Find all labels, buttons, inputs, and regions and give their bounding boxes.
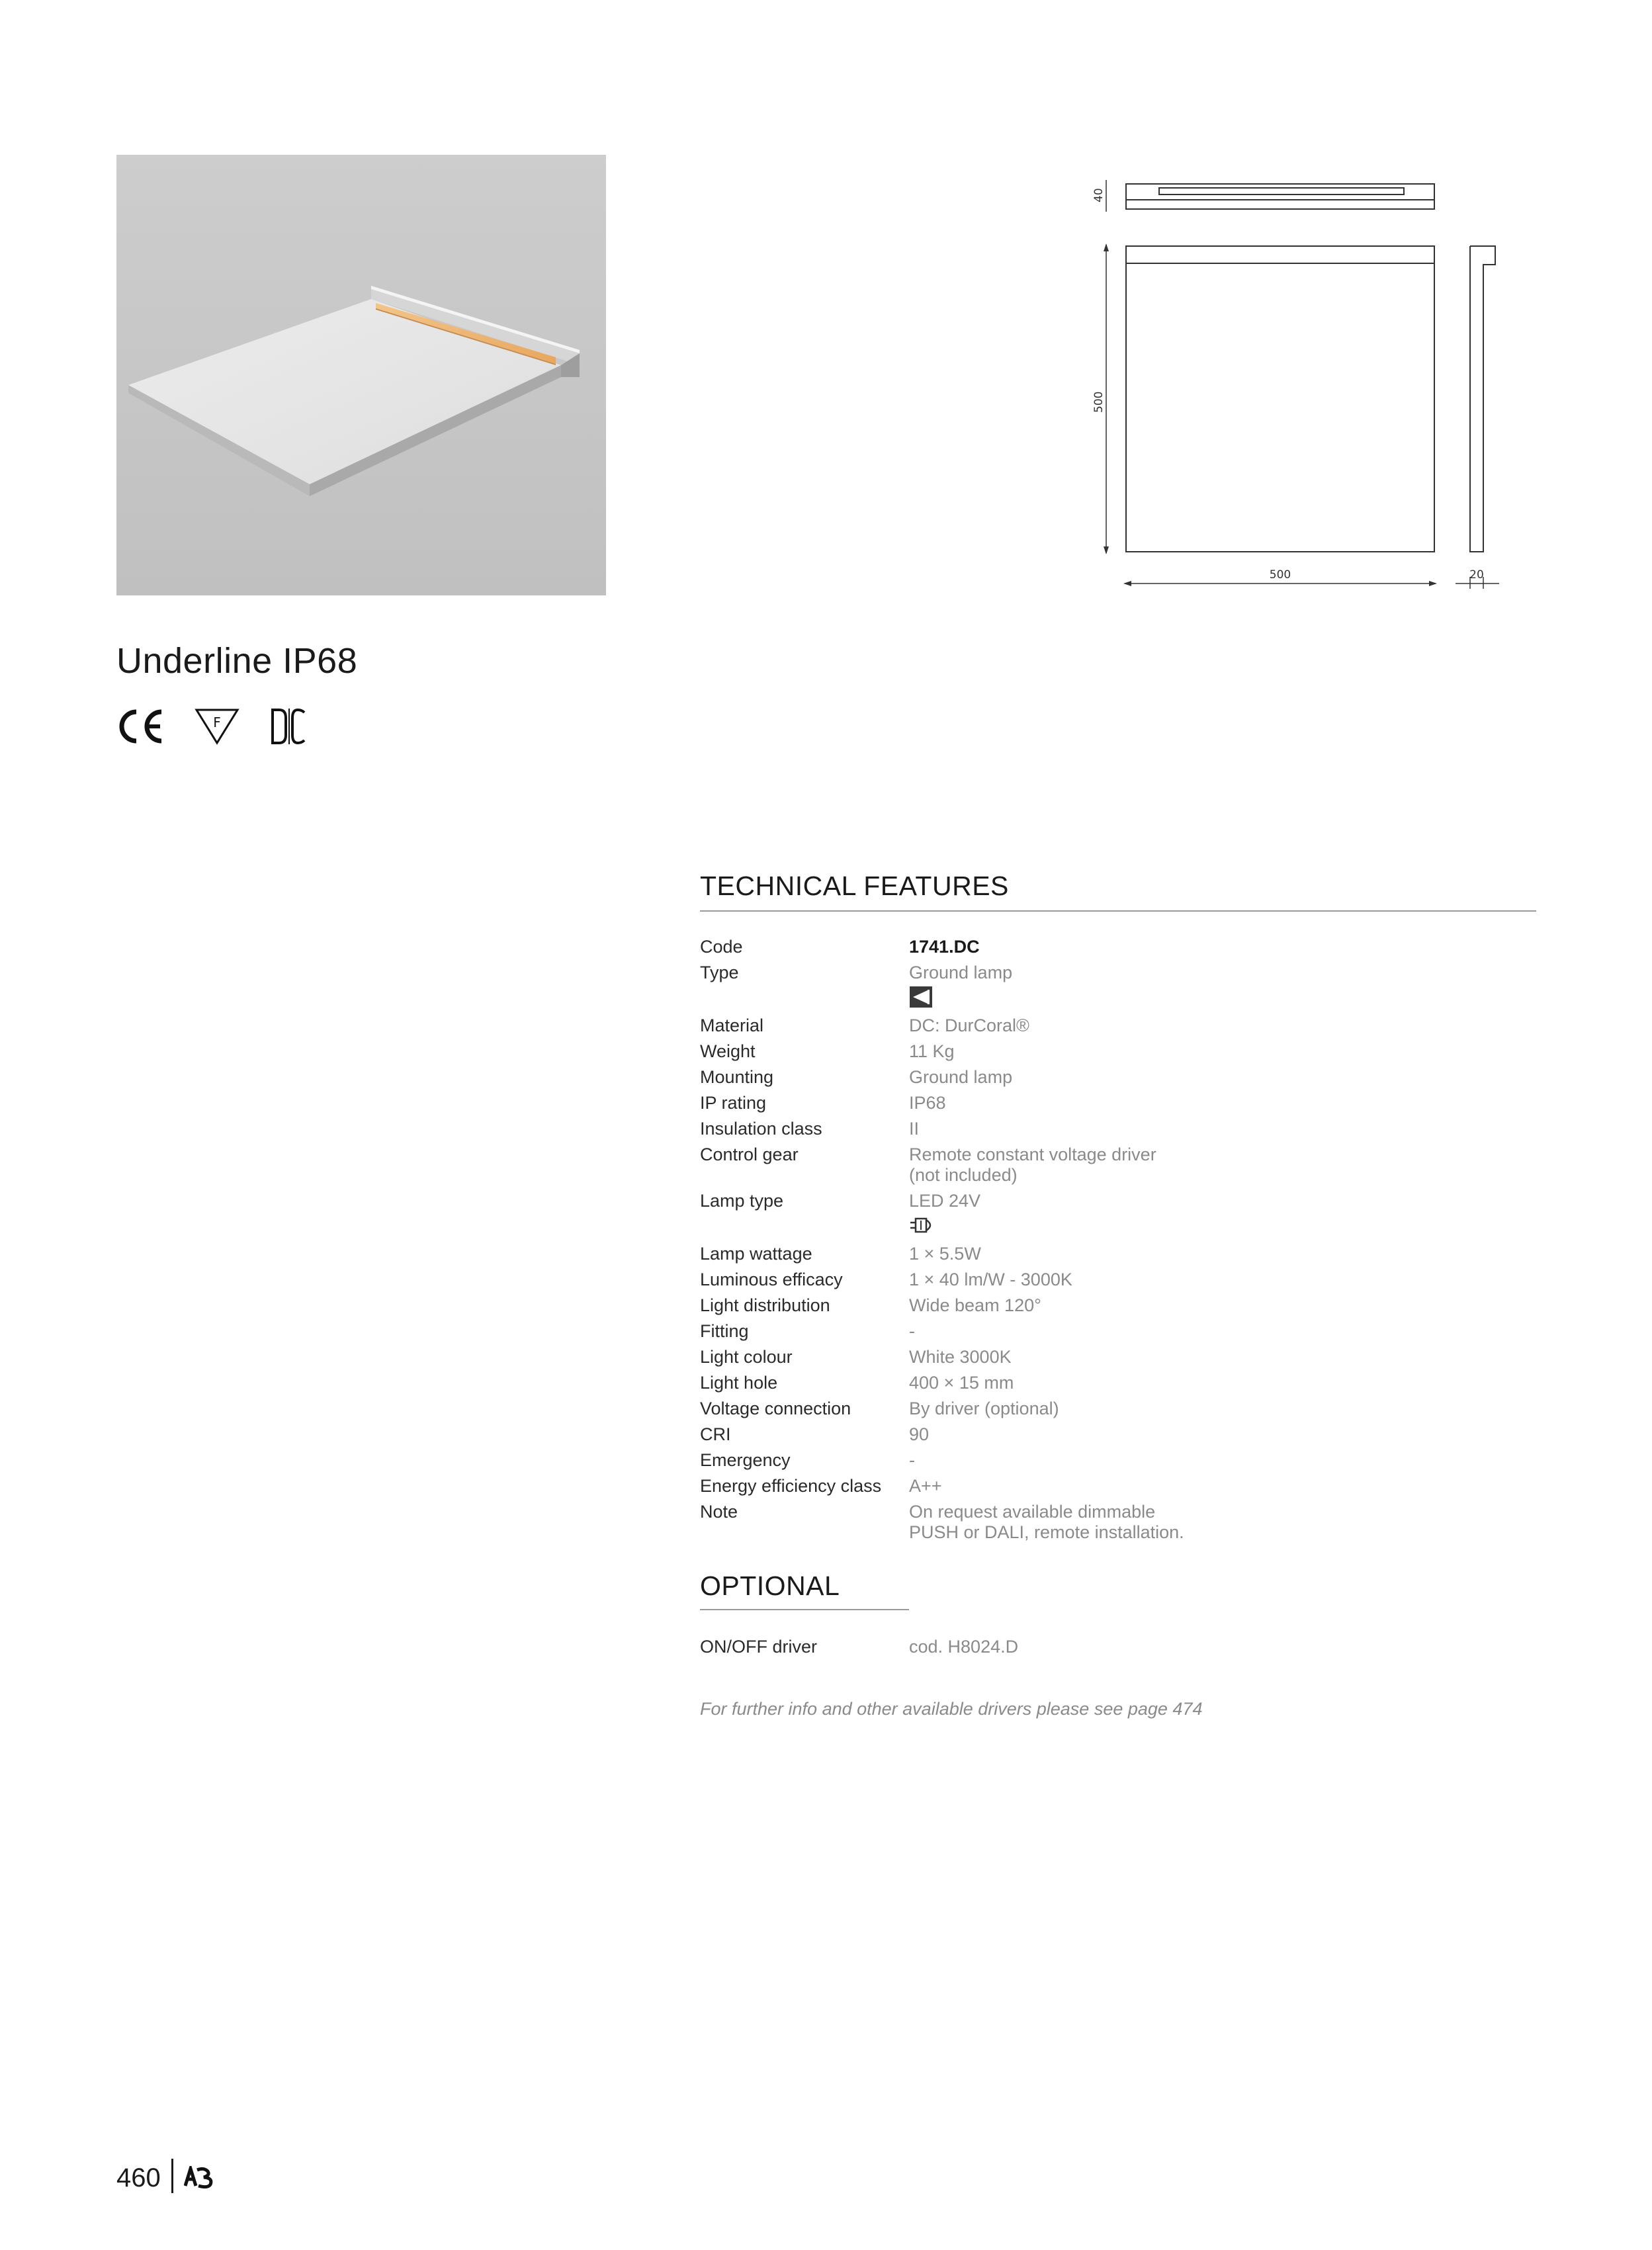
spec-row-weight [700, 1041, 1536, 1062]
spec-label: Type [700, 963, 739, 982]
f-triangle-icon [195, 707, 239, 746]
dim-label-40: 40 [1092, 188, 1106, 202]
spec-row-voltage-connection [700, 1399, 1536, 1419]
spec-label: Insulation class [700, 1119, 822, 1139]
spec-label: Weight [700, 1041, 756, 1061]
spec-value: IP68 [909, 1093, 946, 1113]
spec-value: - [909, 1450, 915, 1470]
spec-value: LED 24V [909, 1191, 981, 1211]
spec-row-insulation-class [700, 1119, 1536, 1139]
spec-label: Emergency [700, 1450, 791, 1470]
dim-label-500-height: 500 [1092, 391, 1106, 413]
spec-label: Light distribution [700, 1295, 830, 1315]
spec-row-cri [700, 1424, 1536, 1445]
spec-label: Energy efficiency class [700, 1476, 882, 1496]
technical-drawing [1052, 172, 1555, 609]
svg-text:F: F [213, 714, 221, 730]
spec-value: Ground lamp [909, 963, 1013, 982]
optional-row-driver [700, 1637, 1229, 1657]
spec-row-code [700, 937, 1536, 957]
dim-label-20: 20 [1469, 568, 1484, 582]
spec-row-material [700, 1016, 1536, 1036]
optional-table [700, 1637, 1229, 1663]
spec-row-lamp-type [700, 1191, 1536, 1211]
ce-mark-icon [116, 708, 164, 745]
spec-row-type [700, 963, 1536, 983]
type-icon-row [700, 986, 1536, 1012]
page-number: 460 [116, 2163, 161, 2192]
spec-label: Lamp type [700, 1191, 784, 1211]
product-title: Underline IP68 [116, 641, 358, 681]
spec-label: Light colour [700, 1347, 793, 1367]
spec-label: Lamp wattage [700, 1244, 812, 1264]
spec-label: ON/OFF driver [700, 1637, 818, 1657]
spec-value: A++ [909, 1476, 942, 1496]
spec-value: 1741.DC [909, 937, 980, 957]
page-divider [171, 2159, 173, 2193]
optional-title: OPTIONAL [700, 1571, 840, 1601]
spec-value: Wide beam 120° [909, 1295, 1041, 1315]
spec-value: 400 × 15 mm [909, 1373, 1014, 1393]
spec-value: II [909, 1119, 920, 1139]
technical-features-table [700, 937, 1536, 1548]
technical-features-title: TECHNICAL FEATURES [700, 871, 1009, 901]
product-photo [116, 155, 606, 595]
technical-features-divider [700, 910, 1536, 912]
led-icon [909, 1215, 938, 1239]
ground-lamp-icon [909, 986, 933, 1012]
spec-row-note [700, 1502, 1536, 1543]
spec-label: IP rating [700, 1093, 767, 1113]
spec-row-light-colour [700, 1347, 1536, 1367]
lamp-type-icon-row [700, 1214, 1536, 1240]
spec-label: Code [700, 937, 743, 957]
spec-label: Light hole [700, 1373, 778, 1393]
optional-divider [700, 1609, 909, 1610]
brand-logo-icon [184, 2166, 214, 2192]
spec-value: 11 Kg [909, 1041, 955, 1061]
spec-row-control-gear [700, 1145, 1536, 1186]
further-info-note: For further info and other available drivers please see page 474 [700, 1699, 1203, 1719]
spec-label: Note [700, 1502, 738, 1522]
spec-label: Luminous efficacy [700, 1270, 843, 1289]
spec-value: 1 × 40 lm/W - 3000K [909, 1270, 1072, 1289]
spec-row-energy-efficiency-class [700, 1476, 1536, 1496]
spec-row-fitting [700, 1321, 1536, 1342]
spec-row-lamp-wattage [700, 1244, 1536, 1264]
spec-value: 1 × 5.5W [909, 1244, 981, 1264]
spec-value: DC: DurCoral® [909, 1016, 1029, 1035]
spec-value: cod. H8024.D [909, 1637, 1019, 1657]
spec-value: By driver (optional) [909, 1399, 1059, 1418]
spec-label: Material [700, 1016, 764, 1035]
certification-icons [116, 705, 307, 748]
spec-label: Control gear [700, 1145, 799, 1164]
spec-value: - [909, 1321, 915, 1341]
spec-label: Mounting [700, 1067, 774, 1087]
dim-label-500-width: 500 [1269, 568, 1291, 582]
spec-row-light-hole [700, 1373, 1536, 1393]
spec-value: 90 [909, 1424, 930, 1444]
spec-row-ip-rating [700, 1093, 1536, 1113]
spec-value: Ground lamp [909, 1067, 1013, 1087]
spec-value: On request available dimmable PUSH or DALI, remote installation. [909, 1502, 1184, 1542]
spec-label: CRI [700, 1424, 731, 1444]
dc-mark-icon [270, 707, 307, 746]
spec-row-light-distribution [700, 1295, 1536, 1316]
spec-label: Fitting [700, 1321, 749, 1341]
spec-value: White 3000K [909, 1347, 1012, 1367]
spec-row-emergency [700, 1450, 1536, 1471]
spec-row-luminous-efficacy [700, 1270, 1536, 1290]
spec-row-mounting [700, 1067, 1536, 1088]
spec-label: Voltage connection [700, 1399, 851, 1418]
spec-value: Remote constant voltage driver (not included) [909, 1145, 1156, 1185]
